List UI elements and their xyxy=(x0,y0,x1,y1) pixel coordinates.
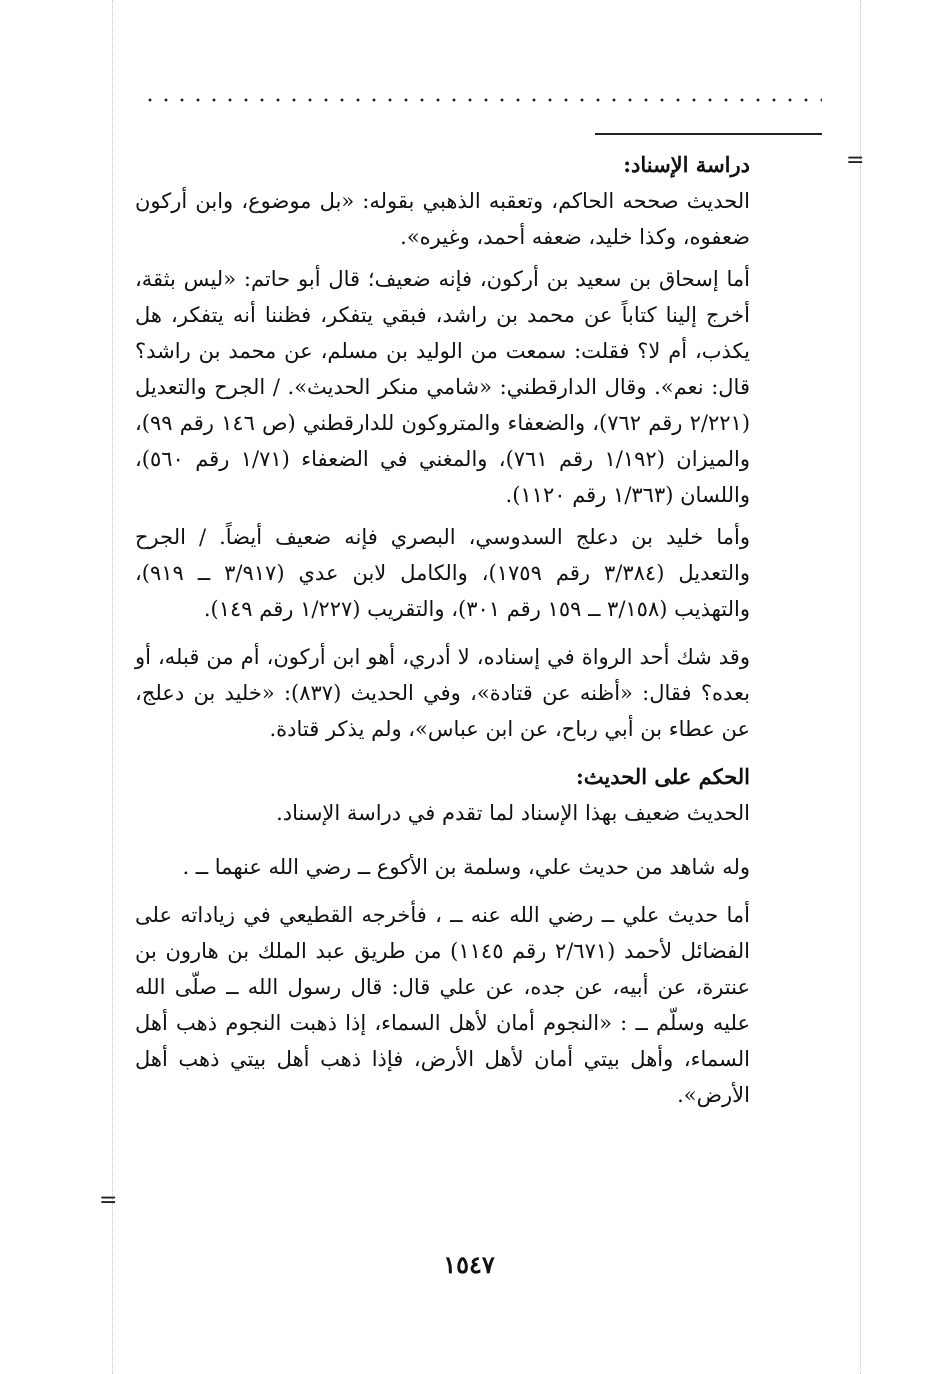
margin-continuation-mark-bottom: = xyxy=(99,1188,118,1213)
margin-continuation-mark-top: = xyxy=(846,148,865,173)
isnad-paragraph-4: وقد شك أحد الرواة في إسناده، لا أدري، أهو ابن أركون، أم من قبله، أو بعده؟ فقال: «أظنه عن قتادة»، وفي الحديث (٨٣٧): «خليد بن دعلج، عن عطاء بن أبي رباح، عن ابن عباس»، ولم يذكر قتادة. xyxy=(135,645,750,741)
isnad-paragraph-1: الحديث صححه الحاكم، وتعقبه الذهبي بقوله: «بل موضوع، وابن أركون ضعفوه، وكذا خليد، ضعفه أحمد، وغيره». xyxy=(135,189,750,249)
isnad-heading: دراسة الإسناد: xyxy=(623,152,750,177)
hukm-paragraph-2: وله شاهد من حديث علي، وسلمة بن الأكوع ــ رضي الله عنهما ــ . xyxy=(182,855,750,879)
isnad-paragraph-2: أما إسحاق بن سعيد بن أركون، فإنه ضعيف؛ قال أبو حاتم: «ليس بثقة، أخرج إلينا كتاباً عن محمد بن راشد، فبقي يتفكر، فظننا أنه يتفكر، هل يكذب، أم لا؟ فقلت: سمعت من الوليد بن مسلم، عن محمد بن راشد؟ قال: نعم». وقال الدارقطني: «شامي منكر الحديث». / الجرح والتعديل (٢/٢٢١ رقم ٧٦٢)، والضعفاء والمتروكون للدارقطني (ص ١٤٦ رقم ٩٩)، والميزان (١/١٩٢ رقم ٧٦١)، والمغني في الضعفاء (١/٧١ رقم ٥٦٠)، واللسان (١/٣٦٣ رقم ١١٢٠). xyxy=(135,267,751,507)
page-body xyxy=(135,147,750,1113)
hukm-heading: الحكم على الحديث: xyxy=(576,764,750,789)
page-edge-left xyxy=(112,0,113,1374)
footnote-rule xyxy=(595,133,822,135)
isnad-paragraph-3: وأما خليد بن دعلج السدوسي، البصري فإنه ضعيف أيضاً. / الجرح والتعديل (٣/٣٨٤ رقم ١٧٥٩)، والكامل لابن عدي (٣/٩١٧ ــ ٩١٩)، والتهذيب (٣/١٥٨ ــ ١٥٩ رقم ٣٠١)، والتقريب (١/٢٢٧ رقم ١٤٩). xyxy=(135,525,751,621)
page-number: ١٥٤٧ xyxy=(443,1250,495,1279)
hukm-paragraph-1: الحديث ضعيف بهذا الإسناد لما تقدم في دراسة الإسناد. xyxy=(276,801,750,825)
hukm-paragraph-3: أما حديث علي ــ رضي الله عنه ــ ، فأخرجه القطيعي في زياداته على الفضائل لأحمد (٢/٦٧١ رقم ١١٤٥) من طريق عبد الملك بن هارون بن عنترة، عن أبيه، عن جده، عن علي قال: قال رسول الله ــ صلّى الله عليه وسلّم ــ : «النجوم أمان لأهل السماء، إذا ذهبت النجوم ذهب أهل السماء، وأهل بيتي أمان لأهل الأرض، فإذا ذهب أهل بيتي ذهب أهل الأرض». xyxy=(135,903,750,1107)
dotted-separator xyxy=(142,96,822,104)
page-edge-right xyxy=(860,0,861,1374)
